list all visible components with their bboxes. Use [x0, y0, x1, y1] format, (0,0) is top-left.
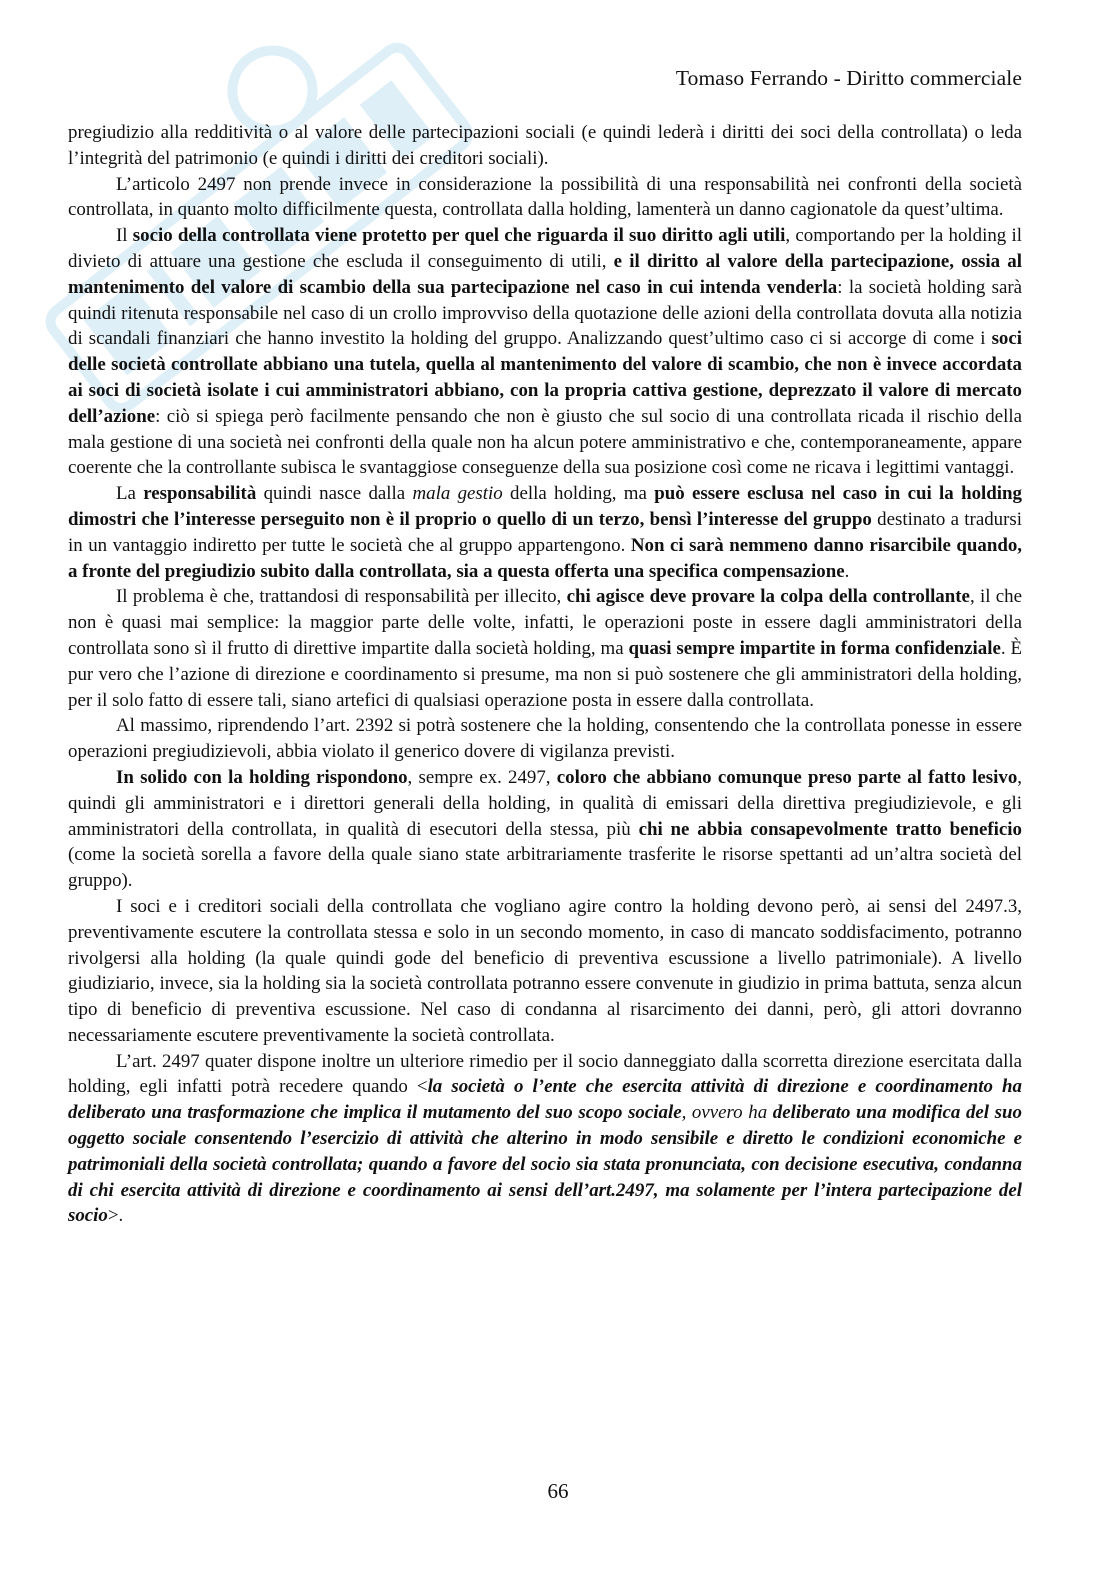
text-run: destinato a tradursi in un vantaggio indiretto per tutte le società che al gruppo appartengono. — [68, 508, 1022, 556]
text-run: della holding, ma — [502, 483, 655, 505]
text-run: chi agisce deve provare la colpa della controllante — [566, 586, 970, 608]
text-run: (come la società sorella a favore della quale siano state arbitrariamente trasferite le risorse spettanti ad un’altra società del gruppo). — [68, 844, 1022, 892]
paragraph — [68, 172, 1022, 224]
text-run: coloro che abbiano comunque preso parte al fatto lesivo — [556, 766, 1018, 788]
text-run: L’articolo 2497 non prende invece in considerazione la possibilità di una responsabilità nei confronti della società controllata, in quanto molto difficilmente questa, controllata dalla holding, lamenterà un danno cagionatole da quest’ultima. — [68, 173, 1022, 221]
paragraph — [68, 223, 1022, 481]
text-run: Al massimo, riprendendo l’art. 2392 si potrà sostenere che la holding, consentendo che la controllata ponesse in essere operazioni pregiudizievoli, abbia violato il generico dovere di vigilanza previsti. — [68, 715, 1022, 763]
text-run: In solido con la holding rispondono — [116, 766, 408, 788]
page-header: Tomaso Ferrando - Diritto commerciale — [675, 66, 1022, 90]
text-run: >. — [107, 1205, 124, 1227]
text-run: Il — [116, 225, 133, 247]
text-run: la società o l’ente che esercita attività di direzione e coordinamento ha deliberato una trasformazione che implica il mutamento del suo scopo sociale — [68, 1076, 1022, 1124]
text-run: pregiudizio alla redditività o al valore delle partecipazioni sociali (e quindi lederà i diritti dei soci della controllata) o leda l’integrità del patrimonio (e quindi i diritti dei creditori sociali). — [68, 122, 1022, 169]
text-run: , sempre ex. 2497, — [407, 766, 557, 788]
paragraph — [68, 481, 1022, 584]
text-run: : ciò si spiega però facilmente pensando che non è giusto che sul socio di una controllata ricada il rischio della mala gestione di una società nei confronti della quale non ha alcun potere amministrativo e che, contemporaneamente, appare coerente che la controllante subisca le svantaggiose conseguenze della sua posizione così come ne ricava i legittimi vantaggi. — [68, 405, 1022, 479]
text-run: , il che non è quasi mai semplice: la maggior parte delle volte, infatti, le operazioni poste in essere dagli amministratori della controllata sono sì il frutto di direttive impartite dalla società holding, ma — [68, 586, 1022, 659]
text-run: , comportando per la holding il divieto di attuare una gestione che escluda il conseguimento di utili, — [68, 225, 1022, 272]
text-run: responsabilità — [143, 483, 257, 505]
paragraph — [68, 713, 1022, 765]
text-run: può essere esclusa nel caso in cui la holding dimostri che l’interesse perseguito non è il proprio o quello di un terzo, bensì l’interesse del gruppo — [68, 483, 1022, 530]
text-run: mala gestio — [412, 483, 503, 505]
text-run: La — [116, 483, 144, 505]
text-run: soci delle società controllate abbiano una tutela, quella al mantenimento del valore di scambio, che non è invece accordata ai soci di società isolate i cui amministratori abbiano, con la propria cattiva gestione, deprezzato il valore di mercato dell’azione — [68, 328, 1022, 427]
paragraph — [68, 120, 1022, 172]
text-run: , quindi gli amministratori e i direttori generali della holding, in qualità di emissari della direttiva pregiudizievole, e gli amministratori della controllata, in qualità di esecutori della stessa, più — [68, 766, 1022, 840]
text-run: . È pur vero che l’azione di direzione e coordinamento si presume, ma non si può sostenere che gli amministratori della holding, per il solo fatto di essere tali, siano artefici di qualsiasi operazione posta in essere dalla controllata. — [68, 637, 1022, 711]
text-run: Il problema è che, trattandosi di responsabilità per illecito, — [116, 586, 567, 608]
paragraph — [68, 765, 1022, 894]
paragraph — [68, 1049, 1022, 1230]
text-run: . — [844, 560, 850, 582]
page-number: 66 — [547, 1479, 569, 1503]
text-run: quasi sempre impartite in forma confidenziale — [628, 637, 1001, 659]
text-run: e il diritto al valore della partecipazione, ossia al mantenimento del valore di scambio della sua partecipazione nel caso in cui intenda venderla — [68, 250, 1022, 298]
text-run: deliberato una modifica del suo oggetto sociale consentendo l’esercizio di attività che alterino in modo sensibile e diretto le condizioni economiche e patrimoniali della società controllata; quando a favore del socio sia stata pronunciata, con decisione esecutiva, condanna di chi esercita attività di direzione e coordinamento ai sensi dell’art.2497, ma solamente per l’intera partecipazione del socio — [68, 1102, 1022, 1227]
text-run: quindi nasce dalla — [256, 483, 413, 505]
text-run: Non ci sarà nemmeno danno risarcibile quando, a fronte del pregiudizio subito dalla controllata, sia a questa offerta una specifica compensazione — [68, 534, 1022, 582]
paragraph — [68, 894, 1022, 1049]
text-run: L’art. 2497 quater dispone inoltre un ulteriore rimedio per il socio danneggiato dalla scorretta direzione esercitata dalla holding, egli infatti potrà recedere quando < — [68, 1050, 1022, 1098]
text-run: : la società holding sarà quindi ritenuta responsabile nel caso di un crollo improvviso della quotazione delle azioni della controllata dovuta alla notizia di scandali finanziari che hanno investito la holding del gruppo. Analizzando quest’ultimo caso ci si accorge di come i — [68, 276, 1023, 350]
paragraph — [68, 584, 1022, 713]
text-run: I soci e i creditori sociali della controllata che vogliano agire contro la holding devono però, ai sensi del 2497.3, preventivamente escutere la controllata stessa e solo in un secondo momento, in caso di mancato soddisfacimento, potranno rivolgersi alla holding (la quale quindi gode del beneficio di preventiva escussione a livello patrimoniale). A livello giudiziario, invece, sia la holding sia la società controllata potranno essere convenute in giudizio in prima battuta, senza alcun tipo di beneficio di preventiva escussione. Nel caso di condanna al risarcimento dei danni, però, gli attori dovranno necessariamente escutere preventivamente la società controllata. — [68, 895, 1022, 1046]
text-run: , ovvero ha — [681, 1102, 773, 1124]
document-body — [68, 120, 1022, 1229]
text-run: socio della controllata viene protetto per quel che riguarda il suo diritto agli utili — [132, 225, 786, 247]
text-run: chi ne abbia consapevolmente tratto beneficio — [638, 818, 1023, 840]
